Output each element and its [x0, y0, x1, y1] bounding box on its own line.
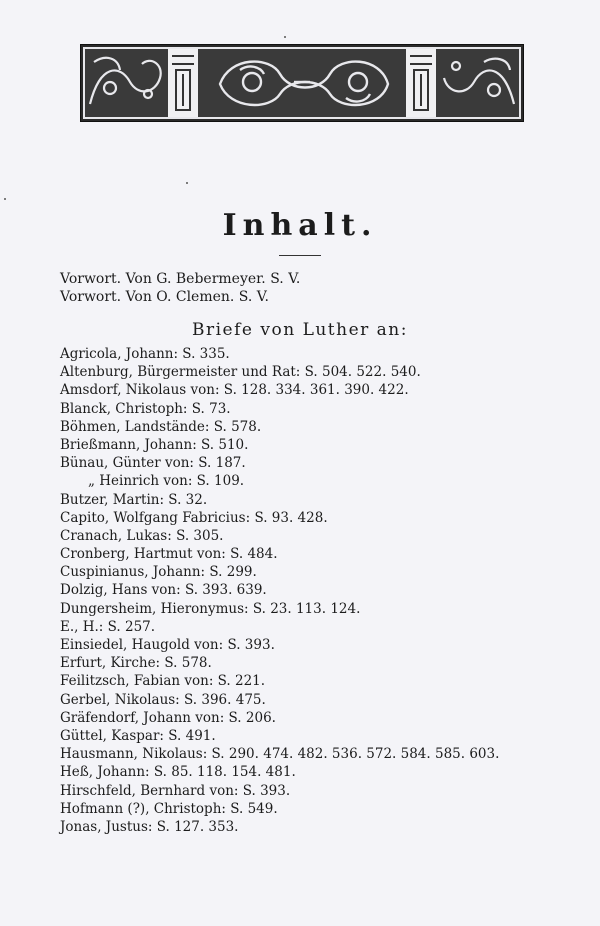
- index-entry: Amsdorf, Nikolaus von: S. 128. 334. 361. 390. 422.: [60, 382, 409, 399]
- section-heading: Briefe von Luther an:: [192, 320, 408, 340]
- index-entry: Cranach, Lukas: S. 305.: [60, 527, 224, 544]
- index-entry: Erfurt, Kirche: S. 578.: [60, 655, 212, 672]
- preface-line: Vorwort. Von G. Bebermeyer. S. V.: [60, 271, 301, 287]
- index-entry: Heß, Johann: S. 85. 118. 154. 481.: [60, 764, 296, 781]
- index-entry: Feilitzsch, Fabian von: S. 221.: [60, 673, 266, 690]
- index-entry: Böhmen, Landstände: S. 578.: [60, 418, 262, 435]
- index-entry-list: [60, 345, 540, 836]
- print-speck: [186, 182, 188, 184]
- index-entry: Blanck, Christoph: S. 73.: [60, 400, 231, 417]
- index-entry: Bünau, Günter von: S. 187.: [60, 455, 246, 472]
- index-entry: Cuspinianus, Johann: S. 299.: [60, 564, 257, 581]
- index-entry: Jonas, Justus: S. 127. 353.: [60, 818, 239, 835]
- index-entry: Capito, Wolfgang Fabricius: S. 93. 428.: [60, 509, 328, 526]
- index-entry: E., H.: S. 257.: [60, 618, 156, 635]
- title-underline: [279, 255, 321, 256]
- index-entry: Gerbel, Nikolaus: S. 396. 475.: [60, 691, 266, 708]
- index-entry: Butzer, Martin: S. 32.: [60, 491, 208, 508]
- index-entry: Cronberg, Hartmut von: S. 484.: [60, 546, 278, 563]
- preface-line: Vorwort. Von O. Clemen. S. V.: [60, 289, 269, 305]
- print-speck: [284, 36, 286, 38]
- index-entry: Güttel, Kaspar: S. 491.: [60, 727, 216, 744]
- index-entry: Dungersheim, Hieronymus: S. 23. 113. 124.: [60, 600, 361, 617]
- index-entry: Gräfendorf, Johann von: S. 206.: [60, 709, 276, 726]
- index-entry: Brießmann, Johann: S. 510.: [60, 436, 249, 453]
- index-entry: „ Heinrich von: S. 109.: [88, 473, 245, 490]
- print-speck: [4, 198, 6, 200]
- index-entry: Agricola, Johann: S. 335.: [60, 346, 230, 362]
- index-entry: Einsiedel, Haugold von: S. 393.: [60, 637, 275, 653]
- index-entry: Hirschfeld, Bernhard von: S. 393.: [60, 782, 291, 799]
- page-title: Inhalt.: [222, 208, 378, 243]
- index-entry: Dolzig, Hans von: S. 393. 639.: [60, 582, 267, 599]
- index-entry: Hofmann (?), Christoph: S. 549.: [60, 800, 278, 817]
- index-entry: Hausmann, Nikolaus: S. 290. 474. 482. 536. 572. 584. 585. 603.: [60, 746, 500, 763]
- floral-ornament-header: [80, 44, 524, 122]
- index-entry: Altenburg, Bürgermeister und Rat: S. 504. 522. 540.: [60, 364, 421, 381]
